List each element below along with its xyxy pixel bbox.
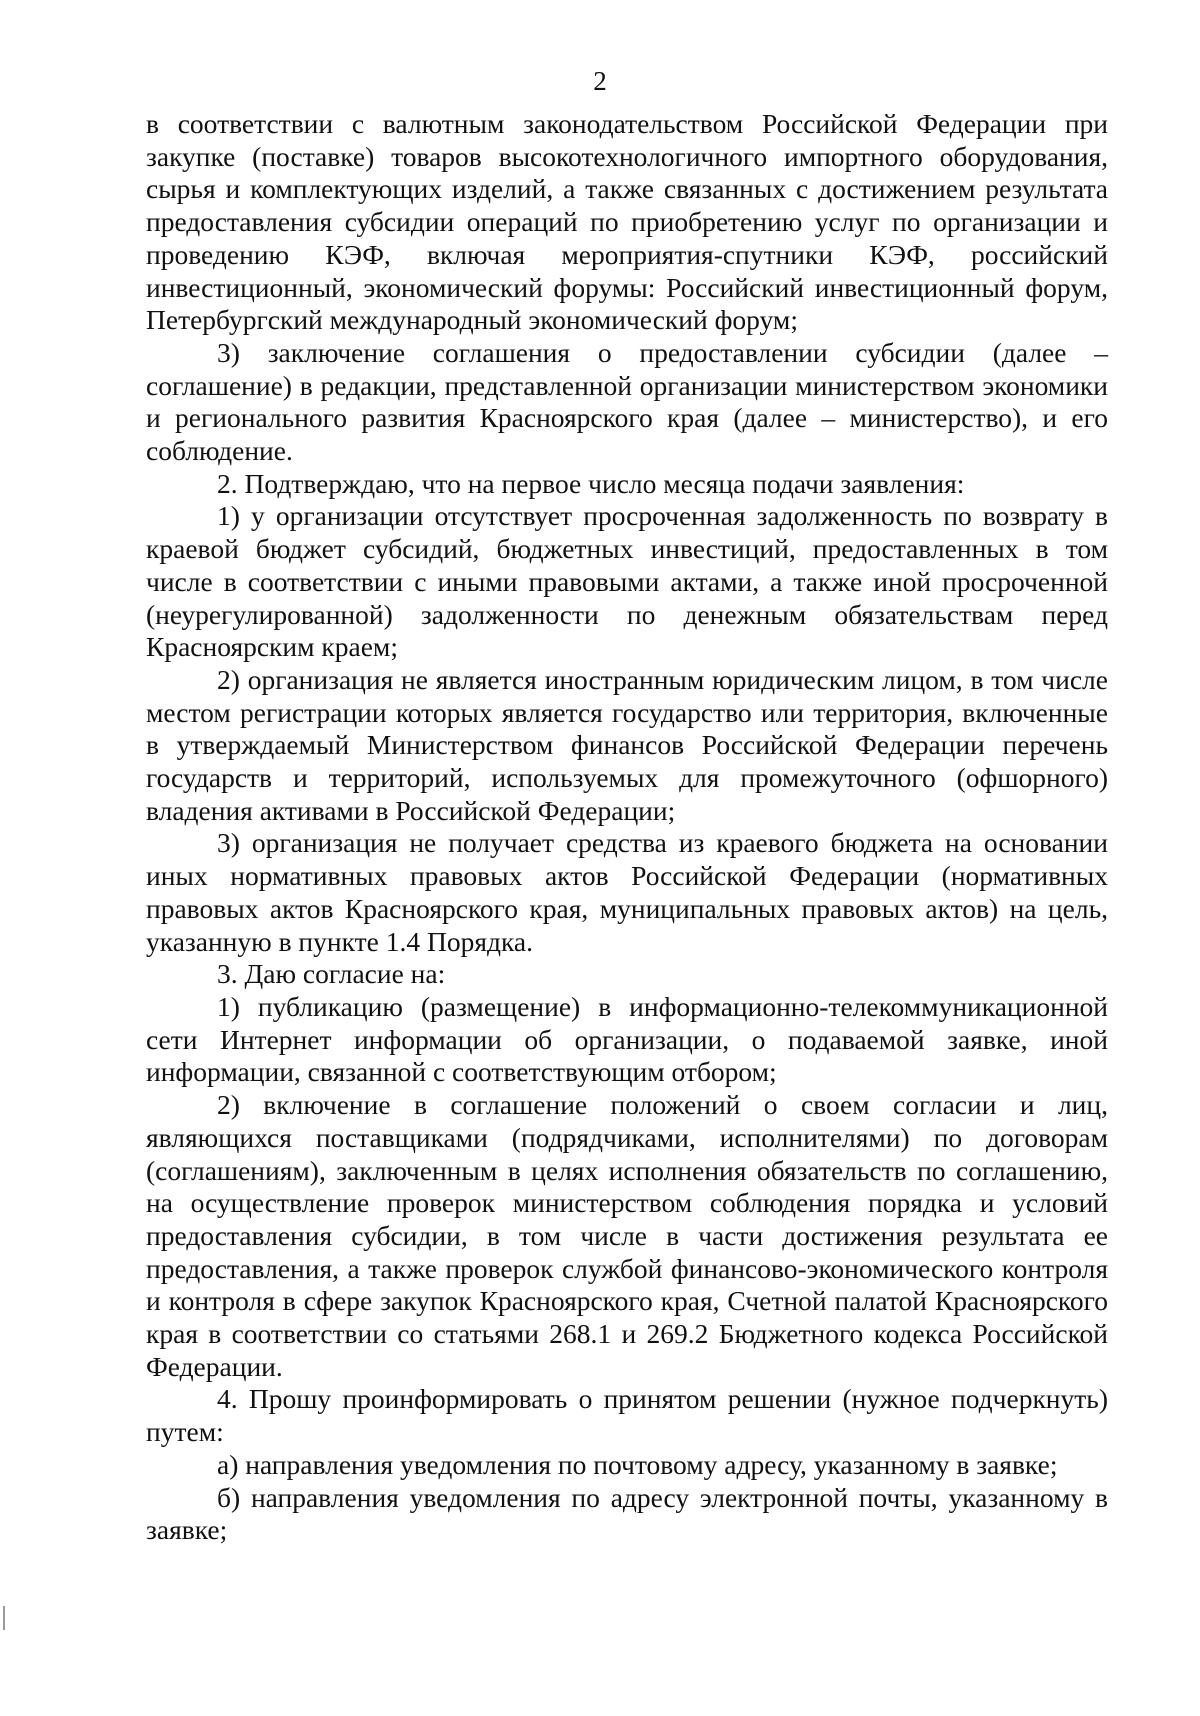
paragraph-agreement-conclusion: 3) заключение соглашения о предоставлении субсидии (далее – соглашение) в редакции, представленной организации министерством экономики и регионального развития Красноярского края (далее – министерство), и его соблюдение.: [146, 336, 1108, 467]
paragraph-no-overdue-debt: 1) у организации отсутствует просроченная задолженность по возврату в краевой бюджет субсидий, бюджетных инвестиций, предоставленных в том числе в соответствии с иными правовыми актами, а также иной просроченной (неурегулированной) задолженности по денежным обязательствам перед Красноярским краем;: [146, 500, 1108, 663]
page-number: 2: [593, 66, 607, 96]
paragraph-section-4-heading: 4. Прошу проинформировать о принятом решении (нужное подчеркнуть) путем:: [146, 1383, 1108, 1448]
document-body: [146, 108, 1108, 1547]
paragraph-not-foreign-entity: 2) организация не является иностранным юридическим лицом, в том числе местом регистрации которых является государство или территория, включенные в утверждаемый Министерством финансов Российской Федерации перечень государств и территорий, используемых для промежуточного (офшорного) владения активами в Российской Федерации;: [146, 663, 1108, 826]
paragraph-notify-by-email: б) направления уведомления по адресу электронной почты, указанному в заявке;: [146, 1481, 1108, 1546]
scan-edge-mark: [3, 1606, 5, 1630]
paragraph-no-other-funds: 3) организация не получает средства из краевого бюджета на основании иных нормативных правовых актов Российской Федерации (нормативных правовых актов Красноярского края, муниципальных правовых актов) на цель, указанную в пункте 1.4 Порядка.: [146, 827, 1108, 957]
paragraph-notify-by-post: а) направления уведомления по почтовому адресу, указанному в заявке;: [217, 1448, 1058, 1480]
paragraph-section-2-heading: 2. Подтверждаю, что на первое число месяца подачи заявления:: [217, 467, 965, 499]
paragraph-currency-continuation: в соответствии с валютным законодательством Российской Федерации при закупке (поставке) товаров высокотехнологичного импортного оборудования, сырья и комплектующих изделий, а также связанных с достижением результата предоставления субсидии операций по приобретению услуг по организации и проведению КЭФ, включая мероприятия-спутники КЭФ, российский инвестиционный, экономический форумы: Российский инвестиционный форум, Петербургский международный экономический форум;: [146, 108, 1108, 336]
paragraph-section-3-heading: 3. Даю согласие на:: [217, 958, 446, 990]
paragraph-inspection-consent: 2) включение в соглашение положений о своем согласии и лиц, являющихся поставщиками (подрядчиками, исполнителями) по договорам (соглашениям), заключенным в целях исполнения обязательств по соглашению, на осуществление проверок министерством соблюдения порядка и условий предоставления субсидии, в том числе в части достижения результата ее предоставления, а также проверок службой финансово-экономического контроля и контроля в сфере закупок Красноярского края, Счетной палатой Красноярского края в соответствии со статьями 268.1 и 269.2 Бюджетного кодекса Российской Федерации.: [146, 1089, 1108, 1382]
paragraph-publication-consent: 1) публикацию (размещение) в информационно-телекоммуникационной сети Интернет информации об организации, о подаваемой заявке, иной информации, связанной с соответствующим отбором;: [146, 990, 1108, 1088]
